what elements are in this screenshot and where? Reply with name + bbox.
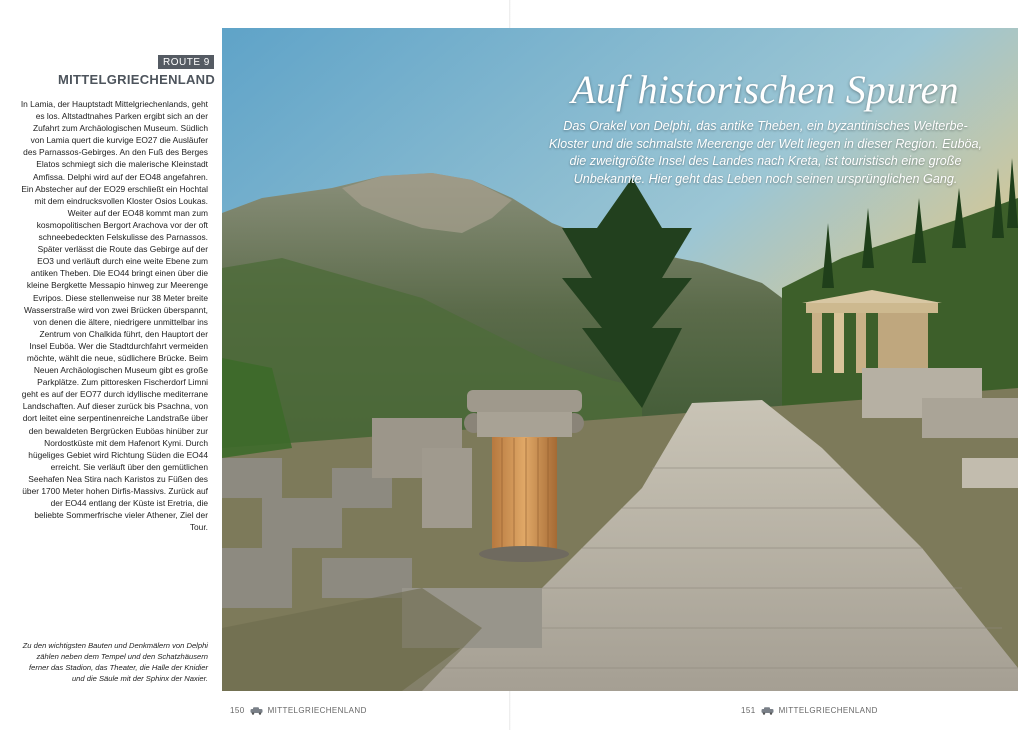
region-title: MITTELGRIECHENLAND: [58, 72, 216, 87]
folio-label-left: MITTELGRIECHENLAND: [267, 706, 367, 715]
route-tag: ROUTE 9: [158, 55, 214, 69]
body-text: In Lamia, der Hauptstadt Mittelgriechenlands, geht es los. Altstadtnahes Parken ergibt sich an der Zufahrt zum Archäologischen Museum. Südlich von Lamia quert die kurvige EO27 die Ausläufer des Parnassos-Gebirges. An den Fuß des Berges Elatos schmiegt sich die malerische Kleinstadt Amfissa. Delphi wird auf der EO48 angefahren. Ein Abstecher auf der EO29 erschließt ein Hochtal mit dem eindrucksvollen Kloster Osios Loukas. Weiter auf der EO48 kommt man zum kosmopolitischen Bergort Arachova vor der oft schneebedeckten Felskulisse des Parnassos. Später verlässt die Route das Gebirge auf der EO3 und verläuft durch eine weite Ebene zum antiken Theben. Die EO44 bringt einen über die kleine Bergkette Messapio hinweg zur Meerenge Evripos. Diese stellenweise nur 38 Meter breite Wasserstraße wird von zwei Brücken überspannt, von denen die ältere, niedrigere unmittelbar ins Zentrum von Chalkida führt, den Hauptort der Insel Euböa. Wer die Stadtdurchfahrt vermeiden möchte, wählt die neue, südlichere Brücke. Beim Neuen Archäologischen Museum gibt es große Parkplätze. Zum pittoresken Fischerdorf Limni geht es auf der EO77 durch idyllische mediterrane Landschaften. Auf dieser zurück bis Psachna, von dort leitet eine serpentinenreiche Landstraße über den bewaldeten Bergrücken Euböas hinüber zur Nordostküste mit dem Hafenort Kymi. Durch hügeliges Gebiet wird Richtung Süden die EO44 erreicht. Sie verläuft über den gemütlichen Seehafen Nea Stira nach Karistos zu Füßen des über 1700 Meter hohen Dirfis-Massivs. Zurück auf der EO44 entlang der Küste ist Eretria, die beliebte Sommerfrische vieler Athener, Ziel der Tour.: [20, 99, 208, 533]
car-icon: [761, 707, 774, 715]
folio-number-right: 151: [741, 706, 756, 715]
folio-label-right: MITTELGRIECHENLAND: [778, 706, 878, 715]
headline: Auf historischen Spuren: [571, 67, 959, 112]
folio-right: [741, 706, 878, 715]
folio-left: [230, 706, 367, 715]
folio-number-left: 150: [230, 706, 245, 715]
photo-caption: Zu den wichtigsten Bauten und Denkmälern von Delphi zählen neben dem Tempel und den Schatzhäusern ferner das Stadion, das Theater, die Halle der Knidier und die Säule mit der Sphinx der Naxier.: [22, 641, 208, 683]
car-icon: [250, 707, 263, 715]
intro-text: Das Orakel von Delphi, das antike Theben, ein byzantinisches Welterbe-Kloster und die schmalste Meerenge der Welt liegen in dieser Region. Euböa, die zweitgrößte Insel des Landes nach Kreta, ist touristisch eine große Unbekannte. Hier geht das Leben noch seinen ursprünglichen Gang.: [548, 119, 983, 186]
